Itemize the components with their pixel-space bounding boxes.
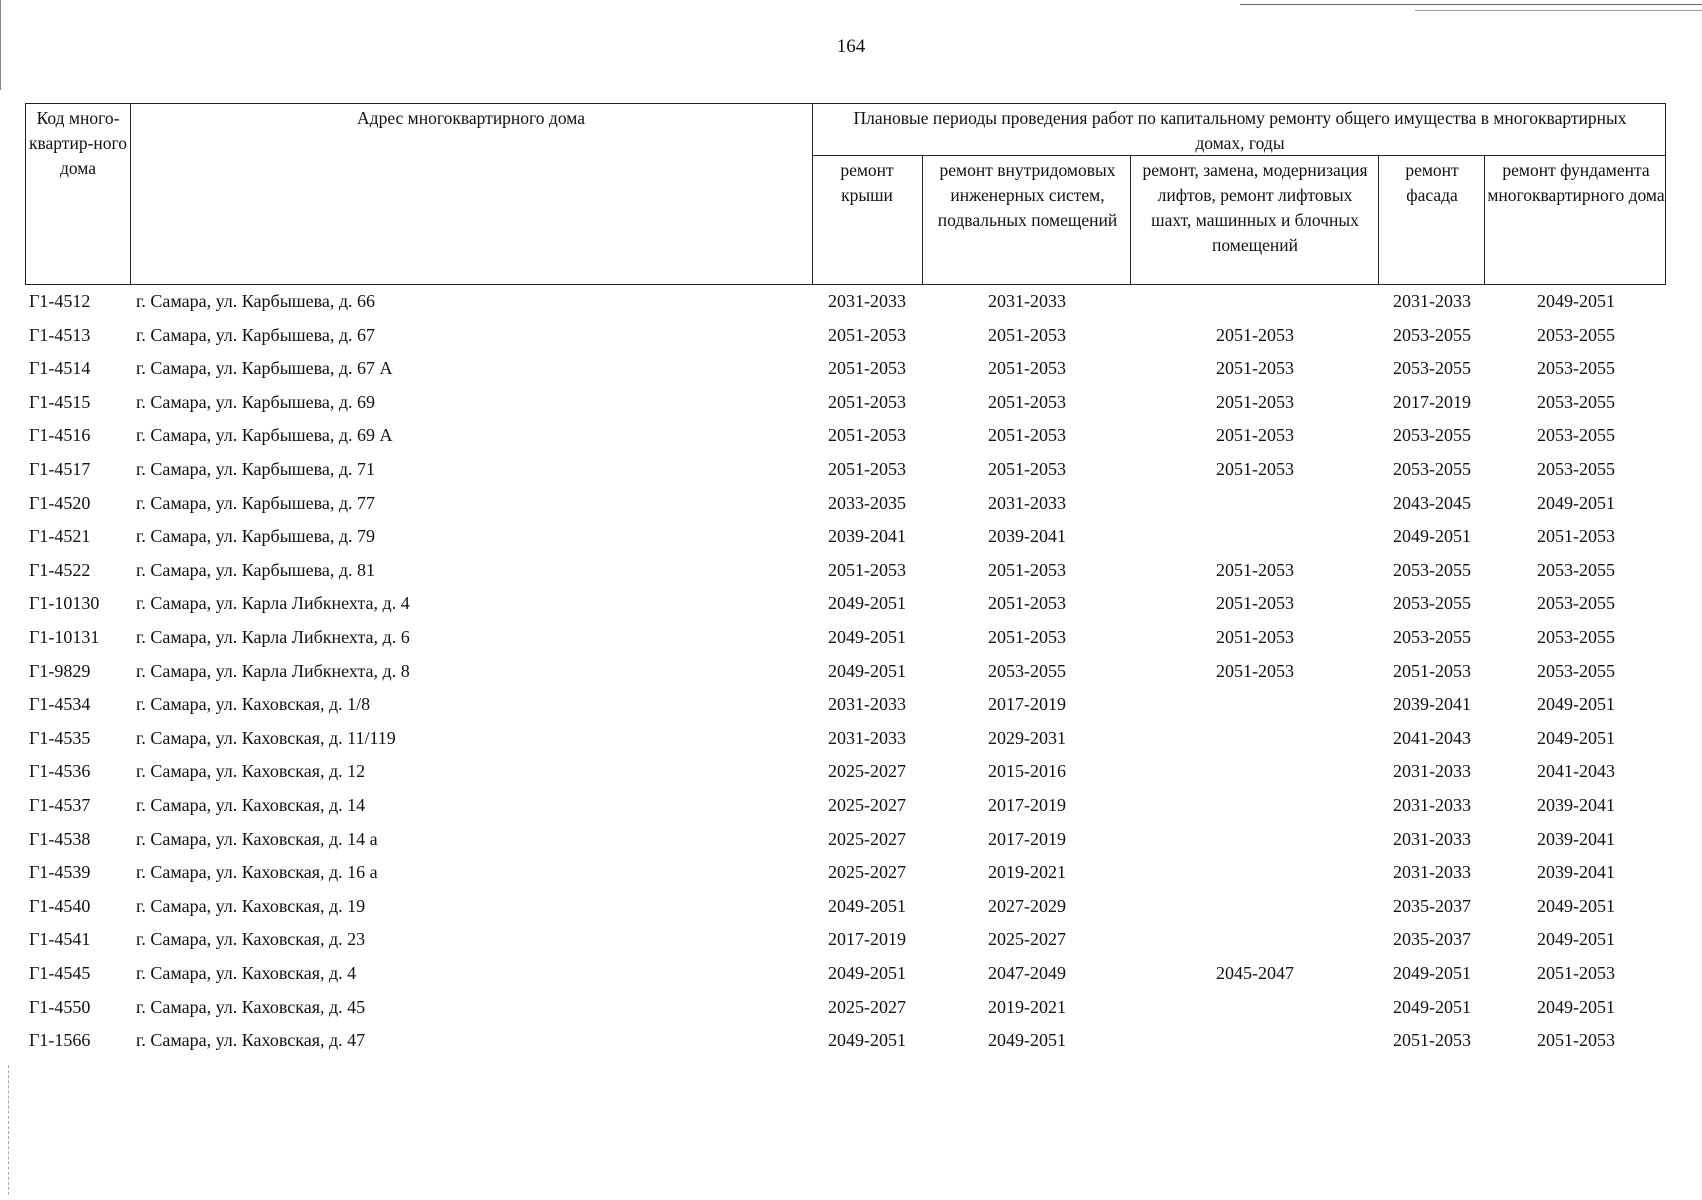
- cell-address: г. Самара, ул. Карбышева, д. 67: [136, 324, 376, 345]
- cell-engineering: 2051-2053: [988, 324, 1066, 345]
- header-divider-engineering: [1130, 155, 1131, 285]
- cell-address: г. Самара, ул. Каховская, д. 14: [136, 795, 366, 815]
- cell-facade: 2053-2055: [1393, 559, 1471, 580]
- cell-foundation: 2051-2053: [1537, 963, 1615, 983]
- cell-foundation: 2053-2055: [1537, 559, 1615, 580]
- cell-facade: 2051-2053: [1393, 1030, 1471, 1051]
- cell-facade: 2053-2055: [1393, 324, 1471, 345]
- cell-code: Г1-4520: [29, 492, 91, 513]
- cell-facade: 2053-2055: [1393, 425, 1471, 446]
- cell-engineering: 2051-2053: [988, 459, 1066, 479]
- cell-facade: 2031-2033: [1393, 291, 1471, 311]
- cell-engineering: 2051-2053: [988, 425, 1066, 446]
- header-engineering: ремонт внутридомовых инженерных систем, подвальных помещений: [937, 160, 1118, 230]
- cell-code: Г1-10130: [29, 593, 100, 614]
- cell-code: Г1-4541: [29, 929, 91, 950]
- cell-engineering: 2051-2053: [988, 391, 1066, 412]
- cell-foundation: 2053-2055: [1537, 459, 1615, 479]
- cell-lifts: 2051-2053: [1216, 459, 1294, 479]
- cell-engineering: 2019-2021: [988, 996, 1066, 1017]
- top-rule-secondary: [1415, 10, 1702, 11]
- cell-foundation: 2053-2055: [1537, 358, 1615, 379]
- page-number: 164: [836, 36, 866, 57]
- table-row: [0, 554, 1702, 588]
- cell-address: г. Самара, ул. Карла Либкнехта, д. 8: [136, 660, 410, 681]
- table-row: [0, 923, 1702, 957]
- cell-facade: 2053-2055: [1393, 459, 1471, 479]
- header-code: Код много-квартир-ного дома: [28, 108, 128, 178]
- cell-engineering: 2051-2053: [988, 559, 1066, 580]
- cell-engineering: 2051-2053: [988, 358, 1066, 379]
- table-row: [0, 587, 1702, 621]
- cell-facade: 2017-2019: [1393, 391, 1471, 412]
- cell-engineering: 2053-2055: [988, 660, 1066, 681]
- cell-foundation: 2053-2055: [1537, 391, 1615, 412]
- cell-address: г. Самара, ул. Карла Либкнехта, д. 4: [136, 593, 410, 614]
- top-rule: [1240, 4, 1702, 5]
- cell-code: Г1-4537: [29, 795, 91, 815]
- cell-address: г. Самара, ул. Карбышева, д. 69 А: [136, 425, 393, 446]
- cell-roof: 2049-2051: [828, 963, 906, 983]
- cell-code: Г1-4517: [29, 459, 91, 479]
- cell-engineering: 2017-2019: [988, 694, 1066, 715]
- cell-address: г. Самара, ул. Каховская, д. 14 а: [136, 828, 378, 849]
- cell-lifts: 2051-2053: [1216, 425, 1294, 446]
- cell-facade: 2049-2051: [1393, 526, 1471, 547]
- cell-address: г. Самара, ул. Карбышева, д. 69: [136, 391, 376, 412]
- cell-roof: 2049-2051: [828, 660, 906, 681]
- header-foundation: ремонт фундамента многоквартирного дома: [1487, 160, 1665, 205]
- cell-foundation: 2053-2055: [1537, 593, 1615, 614]
- table-row: [0, 352, 1702, 386]
- header-address: Адрес многоквартирного дома: [357, 108, 585, 128]
- table-row: [0, 823, 1702, 857]
- cell-roof: 2049-2051: [828, 1030, 906, 1051]
- cell-roof: 2049-2051: [828, 895, 906, 916]
- cell-roof: 2031-2033: [828, 694, 906, 715]
- cell-facade: 2031-2033: [1393, 761, 1471, 782]
- cell-address: г. Самара, ул. Каховская, д. 23: [136, 929, 366, 950]
- cell-roof: 2017-2019: [828, 929, 906, 950]
- cell-lifts: 2051-2053: [1216, 358, 1294, 379]
- header-divider-lifts: [1378, 155, 1379, 285]
- cell-lifts: 2051-2053: [1216, 559, 1294, 580]
- cell-lifts: 2045-2047: [1216, 963, 1294, 983]
- cell-foundation: 2049-2051: [1537, 727, 1615, 748]
- scan-edge-mark: [8, 1065, 9, 1195]
- cell-code: Г1-4513: [29, 324, 91, 345]
- table-row: [0, 487, 1702, 521]
- cell-lifts: 2051-2053: [1216, 660, 1294, 681]
- cell-roof: 2049-2051: [828, 627, 906, 647]
- cell-address: г. Самара, ул. Карбышева, д. 77: [136, 492, 376, 513]
- header-divider-address: [812, 103, 813, 285]
- cell-address: г. Самара, ул. Каховская, д. 45: [136, 996, 366, 1017]
- cell-engineering: 2051-2053: [988, 593, 1066, 614]
- cell-roof: 2025-2027: [828, 862, 906, 883]
- cell-address: г. Самара, ул. Каховская, д. 19: [136, 895, 366, 916]
- cell-code: Г1-4521: [29, 526, 91, 547]
- cell-roof: 2025-2027: [828, 795, 906, 815]
- cell-roof: 2051-2053: [828, 459, 906, 479]
- cell-facade: 2041-2043: [1393, 727, 1471, 748]
- cell-facade: 2051-2053: [1393, 660, 1471, 681]
- cell-foundation: 2039-2041: [1537, 828, 1615, 849]
- cell-roof: 2031-2033: [828, 291, 906, 311]
- cell-engineering: 2017-2019: [988, 795, 1066, 815]
- cell-roof: 2051-2053: [828, 391, 906, 412]
- cell-foundation: 2041-2043: [1537, 761, 1615, 782]
- cell-address: г. Самара, ул. Карбышева, д. 66: [136, 291, 376, 311]
- cell-foundation: 2051-2053: [1537, 1030, 1615, 1051]
- header-divider-facade: [1484, 155, 1485, 285]
- cell-foundation: 2049-2051: [1537, 929, 1615, 950]
- cell-facade: 2031-2033: [1393, 828, 1471, 849]
- cell-code: Г1-10131: [29, 627, 100, 647]
- cell-address: г. Самара, ул. Карбышева, д. 71: [136, 459, 376, 479]
- table-row: [0, 655, 1702, 689]
- cell-lifts: 2051-2053: [1216, 391, 1294, 412]
- cell-roof: 2049-2051: [828, 593, 906, 614]
- cell-facade: 2031-2033: [1393, 795, 1471, 815]
- cell-address: г. Самара, ул. Каховская, д. 11/119: [136, 727, 396, 748]
- cell-lifts: 2051-2053: [1216, 324, 1294, 345]
- cell-facade: 2031-2033: [1393, 862, 1471, 883]
- cell-code: Г1-4539: [29, 862, 91, 883]
- cell-code: Г1-9829: [29, 660, 91, 681]
- cell-engineering: 2051-2053: [988, 627, 1066, 647]
- cell-roof: 2033-2035: [828, 492, 906, 513]
- cell-foundation: 2049-2051: [1537, 291, 1615, 311]
- cell-code: Г1-4540: [29, 895, 91, 916]
- header-divider-roof: [922, 155, 923, 285]
- table-row: [0, 722, 1702, 756]
- header-roof: ремонт крыши: [840, 160, 894, 205]
- cell-facade: 2035-2037: [1393, 895, 1471, 916]
- cell-engineering: 2017-2019: [988, 828, 1066, 849]
- table-row: [0, 957, 1702, 991]
- table-row: [0, 453, 1702, 487]
- cell-engineering: 2025-2027: [988, 929, 1066, 950]
- table-row: [0, 991, 1702, 1025]
- cell-address: г. Самара, ул. Каховская, д. 4: [136, 963, 357, 983]
- cell-engineering: 2031-2033: [988, 492, 1066, 513]
- header-periods-group: Плановые периоды проведения работ по капитальному ремонту общего имущества в многоквартирных домах, годы: [853, 108, 1627, 153]
- cell-roof: 2031-2033: [828, 727, 906, 748]
- cell-facade: 2035-2037: [1393, 929, 1471, 950]
- cell-facade: 2053-2055: [1393, 593, 1471, 614]
- cell-roof: 2025-2027: [828, 761, 906, 782]
- cell-address: г. Самара, ул. Карбышева, д. 81: [136, 559, 376, 580]
- cell-facade: 2053-2055: [1393, 627, 1471, 647]
- cell-roof: 2025-2027: [828, 996, 906, 1017]
- cell-code: Г1-4522: [29, 559, 91, 580]
- cell-engineering: 2049-2051: [988, 1030, 1066, 1051]
- cell-address: г. Самара, ул. Каховская, д. 47: [136, 1030, 366, 1051]
- cell-facade: 2049-2051: [1393, 996, 1471, 1017]
- cell-code: Г1-4538: [29, 828, 91, 849]
- cell-engineering: 2031-2033: [988, 291, 1066, 311]
- cell-foundation: 2049-2051: [1537, 492, 1615, 513]
- cell-lifts: 2051-2053: [1216, 593, 1294, 614]
- cell-foundation: 2053-2055: [1537, 324, 1615, 345]
- cell-address: г. Самара, ул. Карбышева, д. 67 А: [136, 358, 393, 379]
- table-row: [0, 688, 1702, 722]
- cell-address: г. Самара, ул. Каховская, д. 1/8: [136, 694, 371, 715]
- header-divider-code: [130, 103, 131, 285]
- table-row: [0, 890, 1702, 924]
- cell-roof: 2051-2053: [828, 425, 906, 446]
- cell-facade: 2053-2055: [1393, 358, 1471, 379]
- cell-code: Г1-4512: [29, 291, 91, 311]
- cell-engineering: 2047-2049: [988, 963, 1066, 983]
- cell-engineering: 2027-2029: [988, 895, 1066, 916]
- cell-code: Г1-4516: [29, 425, 91, 446]
- cell-engineering: 2019-2021: [988, 862, 1066, 883]
- table-row: [0, 1024, 1702, 1058]
- cell-facade: 2039-2041: [1393, 694, 1471, 715]
- table-row: [0, 755, 1702, 789]
- cell-address: г. Самара, ул. Карбышева, д. 79: [136, 526, 376, 547]
- cell-code: Г1-1566: [29, 1030, 91, 1051]
- table-row: [0, 419, 1702, 453]
- header-lifts: ремонт, замена, модернизация лифтов, ремонт лифтовых шахт, машинных и блочных помещений: [1142, 160, 1368, 255]
- table-row: [0, 789, 1702, 823]
- cell-address: г. Самара, ул. Каховская, д. 16 а: [136, 862, 378, 883]
- cell-foundation: 2051-2053: [1537, 526, 1615, 547]
- cell-roof: 2051-2053: [828, 324, 906, 345]
- cell-roof: 2051-2053: [828, 559, 906, 580]
- header-facade: ремонт фасада: [1405, 160, 1459, 205]
- table-row: [0, 285, 1702, 319]
- cell-code: Г1-4514: [29, 358, 91, 379]
- cell-code: Г1-4550: [29, 996, 91, 1017]
- table-row: [0, 319, 1702, 353]
- cell-foundation: 2053-2055: [1537, 627, 1615, 647]
- cell-foundation: 2049-2051: [1537, 694, 1615, 715]
- cell-code: Г1-4535: [29, 727, 91, 748]
- cell-foundation: 2039-2041: [1537, 862, 1615, 883]
- cell-facade: 2049-2051: [1393, 963, 1471, 983]
- cell-foundation: 2039-2041: [1537, 795, 1615, 815]
- cell-foundation: 2049-2051: [1537, 996, 1615, 1017]
- cell-foundation: 2053-2055: [1537, 660, 1615, 681]
- cell-lifts: 2051-2053: [1216, 627, 1294, 647]
- cell-roof: 2025-2027: [828, 828, 906, 849]
- cell-engineering: 2039-2041: [988, 526, 1066, 547]
- table-row: [0, 386, 1702, 420]
- table-row: [0, 520, 1702, 554]
- cell-code: Г1-4545: [29, 963, 91, 983]
- cell-engineering: 2029-2031: [988, 727, 1066, 748]
- cell-roof: 2039-2041: [828, 526, 906, 547]
- cell-code: Г1-4534: [29, 694, 91, 715]
- cell-engineering: 2015-2016: [988, 761, 1066, 782]
- cell-address: г. Самара, ул. Карла Либкнехта, д. 6: [136, 627, 410, 647]
- cell-code: Г1-4515: [29, 391, 91, 412]
- cell-address: г. Самара, ул. Каховская, д. 12: [136, 761, 366, 782]
- table-row: [0, 621, 1702, 655]
- cell-foundation: 2053-2055: [1537, 425, 1615, 446]
- cell-code: Г1-4536: [29, 761, 91, 782]
- cell-roof: 2051-2053: [828, 358, 906, 379]
- cell-facade: 2043-2045: [1393, 492, 1471, 513]
- cell-foundation: 2049-2051: [1537, 895, 1615, 916]
- table-row: [0, 856, 1702, 890]
